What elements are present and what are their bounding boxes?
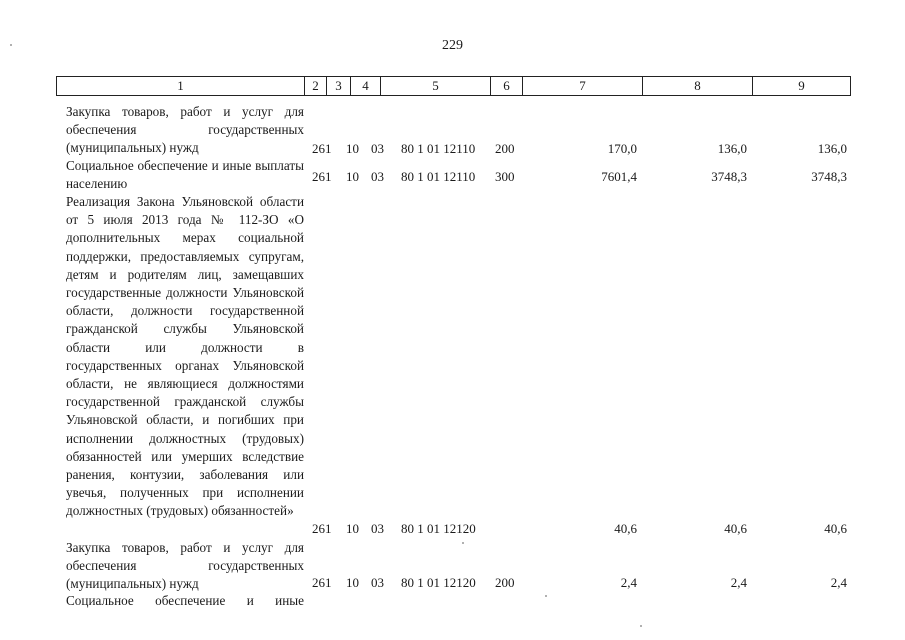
header-col-8: 8 bbox=[643, 77, 753, 95]
scan-speck bbox=[545, 595, 547, 597]
row-description: Реализация Закона Ульяновской области от 5 июля 2013 года № 112-ЗО «О дополнительных мерах социальной поддержки, предоставляемых супругам, детям и родителям лиц, замещавших государственные должности Ульяновской области, должности государственной гражданской службы Ульяновской области или должности в государственных органах Ульяновской области, не являющиеся должностями государственной гражданской службы Ульяновской области, и погибших при исполнении должностных (трудовых) обязанностей или умерших вследствие ранения, контузии, заболевания или увечья, полученных при исполнении должностных (трудовых) обязанностей» bbox=[66, 194, 304, 519]
cell-c4: 03 bbox=[371, 141, 384, 156]
cell-c5: 80 1 01 12110 bbox=[401, 169, 476, 184]
header-col-5: 5 bbox=[381, 77, 491, 95]
row-description: Социальное обеспечение и иные bbox=[66, 593, 304, 608]
cell-c2: 261 bbox=[312, 141, 332, 156]
table-header-row bbox=[56, 76, 851, 96]
scan-speck bbox=[462, 542, 464, 544]
cell-c2: 261 bbox=[312, 575, 332, 590]
cell-c3: 10 bbox=[346, 575, 359, 590]
cell-c6: 200 bbox=[495, 141, 515, 156]
cell-c5: 80 1 01 12120 bbox=[401, 521, 476, 536]
scan-speck bbox=[640, 625, 642, 627]
cell-c9: 2,4 bbox=[830, 575, 847, 590]
scan-speck bbox=[10, 44, 12, 46]
row-description: Социальное обеспечение и иные выплаты населению bbox=[66, 158, 304, 192]
cell-c6: 200 bbox=[495, 575, 515, 590]
header-col-2: 2 bbox=[305, 77, 327, 95]
cell-c5: 80 1 01 12120 bbox=[401, 575, 476, 590]
header-col-7: 7 bbox=[523, 77, 643, 95]
cell-c7: 170,0 bbox=[607, 141, 637, 156]
cell-c3: 10 bbox=[346, 141, 359, 156]
cell-c3: 10 bbox=[346, 521, 359, 536]
cell-c7: 40,6 bbox=[614, 521, 637, 536]
cell-c2: 261 bbox=[312, 521, 332, 536]
cell-c4: 03 bbox=[371, 575, 384, 590]
cell-c8: 40,6 bbox=[724, 521, 747, 536]
header-col-3: 3 bbox=[327, 77, 351, 95]
cell-c8: 136,0 bbox=[717, 141, 747, 156]
cell-c7: 7601,4 bbox=[601, 169, 637, 184]
cell-c5: 80 1 01 12110 bbox=[401, 141, 476, 156]
cell-c3: 10 bbox=[346, 169, 359, 184]
cell-c4: 03 bbox=[371, 521, 384, 536]
cell-c9: 136,0 bbox=[817, 141, 847, 156]
cell-c8: 2,4 bbox=[730, 575, 747, 590]
row-description: Закупка товаров, работ и услуг для обеспечения государственных (муниципальных) нужд bbox=[66, 104, 304, 156]
header-col-6: 6 bbox=[491, 77, 523, 95]
cell-c7: 2,4 bbox=[620, 575, 637, 590]
cell-c4: 03 bbox=[371, 169, 384, 184]
header-col-4: 4 bbox=[351, 77, 381, 95]
cell-c6: 300 bbox=[495, 169, 515, 184]
cell-c2: 261 bbox=[312, 169, 332, 184]
header-col-9: 9 bbox=[798, 78, 805, 93]
cell-c8: 3748,3 bbox=[711, 169, 747, 184]
cell-c9: 40,6 bbox=[824, 521, 847, 536]
row-description: Закупка товаров, работ и услуг для обеспечения государственных (муниципальных) нужд bbox=[66, 540, 304, 592]
page-number: 229 bbox=[442, 38, 463, 53]
cell-c9: 3748,3 bbox=[811, 169, 847, 184]
header-col-1: 1 bbox=[57, 77, 305, 95]
